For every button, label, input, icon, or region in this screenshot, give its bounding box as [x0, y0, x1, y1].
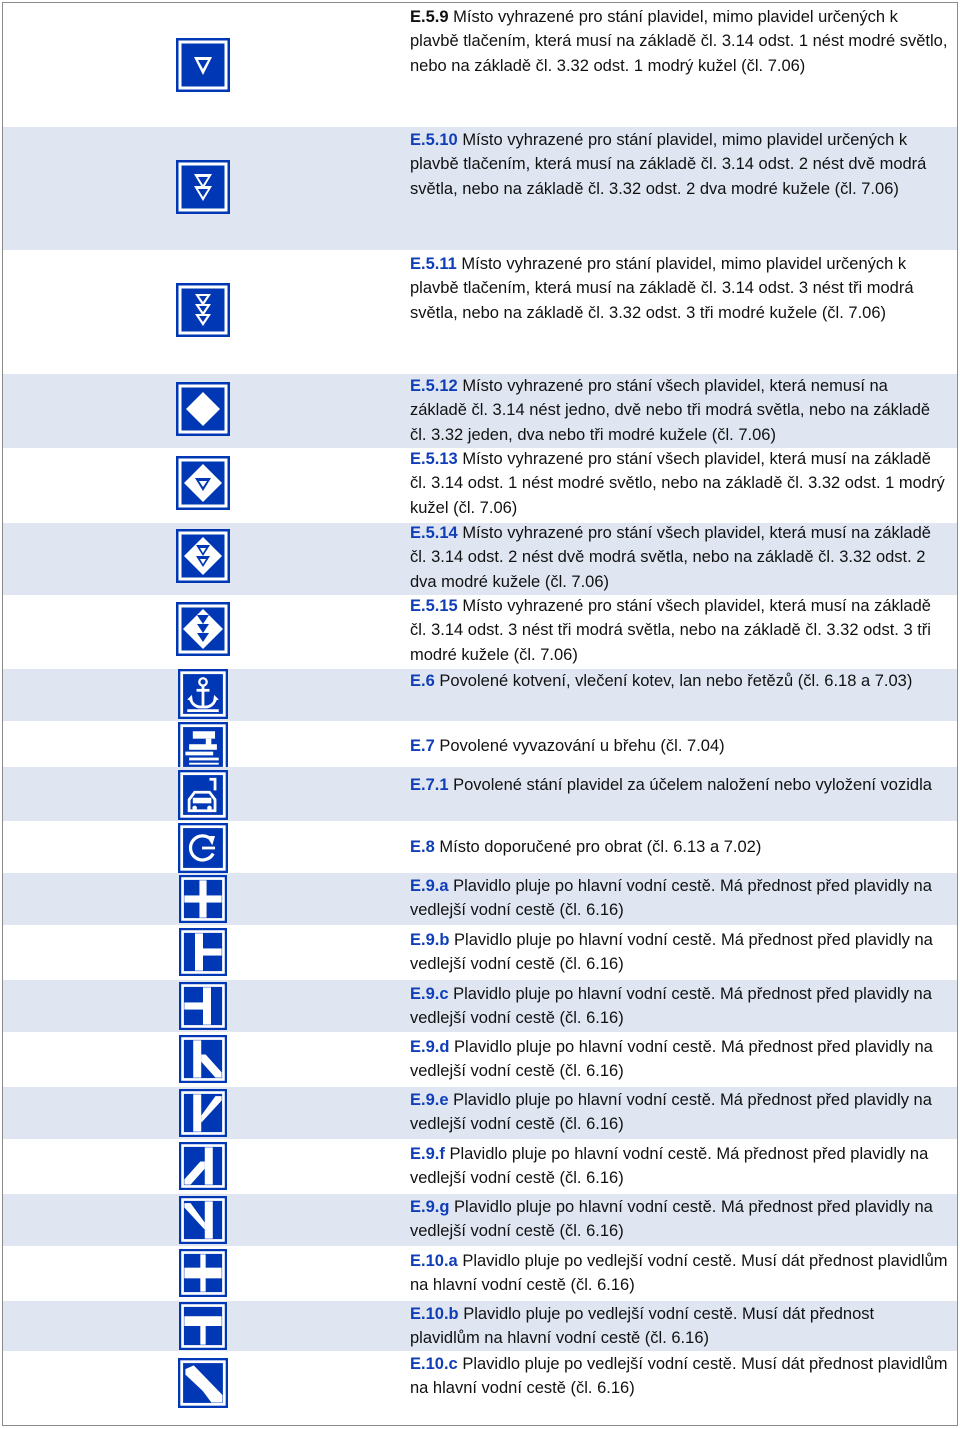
sign-text: Místo doporučené pro obrat (čl. 6.13 a 7.02)	[439, 838, 762, 856]
sign-code: E.10.c	[410, 1355, 458, 1373]
side-t-junction-icon	[179, 1302, 227, 1350]
berth-all-no-light-icon	[176, 382, 230, 436]
sign-description	[410, 1088, 948, 1137]
sign-description	[410, 928, 948, 977]
sign-code: E.9.f	[410, 1145, 445, 1163]
sign-description	[410, 773, 948, 797]
sign-text: Povolené kotvení, vlečení kotev, lan nebo řetězů (čl. 6.18 a 7.03)	[439, 672, 913, 690]
sign-text: Plavidlo pluje po hlavní vodní cestě. Má přednost před plavidly na vedlejší vodní cestě (čl. 6.16)	[410, 877, 932, 920]
sign-code: E.9.e	[410, 1091, 449, 1109]
sign-description	[410, 1302, 948, 1351]
sign-text: Místo vyhrazené pro stání všech plavidel, která musí na základě čl. 3.14 odst. 1 nést modré světlo, nebo na základě čl. 3.32 odst. 1 modrý kužel (čl. 7.06)	[410, 450, 945, 517]
sign-code: E.5.12	[410, 377, 458, 395]
sign-description	[410, 5, 948, 78]
sign-code: E.8	[410, 838, 435, 856]
sign-description	[410, 1249, 948, 1298]
sign-text: Plavidlo pluje po hlavní vodní cestě. Má přednost před plavidly na vedlejší vodní cestě (čl. 6.16)	[410, 931, 933, 974]
sign-code: E.5.14	[410, 524, 458, 542]
sign-text: Místo vyhrazené pro stání plavidel, mimo plavidel určených k plavbě tlačením, která musí na základě čl. 3.14 odst. 3 nést tři modrá světla, nebo na základě čl. 3.32 odst. 3 tři modré kužele (čl. 7.06)	[410, 255, 914, 322]
sign-description	[410, 835, 948, 859]
sign-text: Povolené stání plavidel za účelem naložení nebo vyložení vozidla	[453, 776, 932, 794]
sign-description	[410, 734, 948, 758]
crossroads-icon	[179, 875, 227, 923]
berth-one-blue-cone-no-push-icon	[176, 38, 230, 92]
sign-code: E.5.11	[410, 255, 457, 273]
sign-text: Místo vyhrazené pro stání plavidel, mimo plavidel určených k plavbě tlačením, která musí na základě čl. 3.14 odst. 2 nést dvě modrá světla, nebo na základě čl. 3.32 odst. 2 dva modré kužele (čl. 7.06)	[410, 131, 927, 198]
sign-code: E.5.9	[410, 8, 449, 26]
junction-fork-right-icon	[179, 1089, 227, 1137]
sign-description	[410, 447, 948, 520]
sign-code: E.9.d	[410, 1038, 450, 1056]
junction-right-icon	[179, 928, 227, 976]
sign-text: Plavidlo pluje po hlavní vodní cestě. Má přednost před plavidly na vedlejší vodní cestě (čl. 6.16)	[410, 1091, 932, 1134]
turning-arrow-icon	[178, 823, 228, 873]
side-crossroads-icon	[179, 1249, 227, 1297]
junction-diagonal-left-icon	[179, 1142, 227, 1190]
sign-text: Místo vyhrazené pro stání plavidel, mimo plavidel určených k plavbě tlačením, která musí na základě čl. 3.14 odst. 1 nést modré světlo, nebo na základě čl. 3.32 odst. 1 modrý kužel (čl. 7.06)	[410, 8, 948, 75]
sign-code: E.9.b	[410, 931, 450, 949]
sign-text: Plavidlo pluje po hlavní vodní cestě. Má přednost před plavidly na vedlejší vodní cestě (čl. 6.16)	[410, 1038, 933, 1081]
berth-all-one-cone-icon	[176, 456, 230, 510]
sign-description	[410, 521, 948, 594]
berth-three-blue-cones-no-push-icon	[176, 283, 230, 337]
sign-description	[410, 1195, 948, 1244]
sign-description	[410, 1142, 948, 1191]
sign-code: E.5.10	[410, 131, 458, 149]
sign-text: Plavidlo pluje po hlavní vodní cestě. Má přednost před plavidly na vedlejší vodní cestě (čl. 6.16)	[410, 1145, 929, 1188]
junction-diagonal-right-icon	[179, 1035, 227, 1083]
sign-text: Povolené vyvazování u břehu (čl. 7.04)	[439, 737, 725, 755]
sign-description	[410, 874, 948, 923]
sign-code: E.10.b	[410, 1305, 459, 1323]
sign-code: E.9.c	[410, 985, 449, 1003]
junction-fork-left-icon	[179, 1196, 227, 1244]
sign-code: E.7	[410, 737, 435, 755]
side-diagonal-icon	[178, 1358, 228, 1408]
sign-code: E.5.13	[410, 450, 458, 468]
junction-left-icon	[179, 982, 227, 1030]
sign-code: E.6	[410, 672, 435, 690]
sign-code: E.9.g	[410, 1198, 450, 1216]
car-loading-icon	[178, 770, 228, 820]
sign-code: E.5.15	[410, 597, 458, 615]
sign-description	[410, 128, 948, 201]
sign-description	[410, 594, 948, 667]
berth-all-two-cones-icon	[176, 529, 230, 583]
sign-description	[410, 982, 948, 1031]
crane-mooring-icon	[178, 722, 228, 772]
sign-text: Místo vyhrazené pro stání všech plavidel, která musí na základě čl. 3.14 odst. 3 nést tři modrá světla, nebo na základě čl. 3.32 odst. 3 tři modré kužele (čl. 7.06)	[410, 597, 931, 664]
berth-all-three-cones-icon	[176, 602, 230, 656]
sign-description	[410, 1352, 948, 1401]
sign-code: E.10.a	[410, 1252, 458, 1270]
berth-two-blue-cones-no-push-icon	[176, 160, 230, 214]
sign-description	[410, 669, 948, 693]
sign-text: Místo vyhrazené pro stání všech plavidel, která musí na základě čl. 3.14 odst. 2 nést dvě modrá světla, nebo na základě čl. 3.32 odst. 2 dva modré kužele (čl. 7.06)	[410, 524, 931, 591]
sign-code: E.7.1	[410, 776, 449, 794]
sign-description	[410, 374, 948, 447]
sign-text: Plavidlo pluje po vedlejší vodní cestě. Musí dát přednost plavidlům na hlavní vodní cestě (čl. 6.16)	[410, 1305, 875, 1348]
sign-text: Plavidlo pluje po vedlejší vodní cestě. Musí dát přednost plavidlům na hlavní vodní cestě (čl. 6.16)	[410, 1355, 948, 1398]
sign-text: Plavidlo pluje po hlavní vodní cestě. Má přednost před plavidly na vedlejší vodní cestě (čl. 6.16)	[410, 985, 932, 1028]
sign-text: Plavidlo pluje po vedlejší vodní cestě. Musí dát přednost plavidlům na hlavní vodní cestě (čl. 6.16)	[410, 1252, 948, 1295]
sign-code: E.9.a	[410, 877, 449, 895]
sign-description	[410, 1035, 948, 1084]
sign-text: Plavidlo pluje po hlavní vodní cestě. Má přednost před plavidly na vedlejší vodní cestě (čl. 6.16)	[410, 1198, 933, 1241]
anchor-icon	[178, 669, 228, 719]
sign-description	[410, 252, 948, 325]
sign-text: Místo vyhrazené pro stání všech plavidel, která nemusí na základě čl. 3.14 nést jedno, dvě nebo tři modrá světla, nebo na základě čl. 3.32 jeden, dva nebo tři modré kužele (čl. 7.06)	[410, 377, 931, 444]
